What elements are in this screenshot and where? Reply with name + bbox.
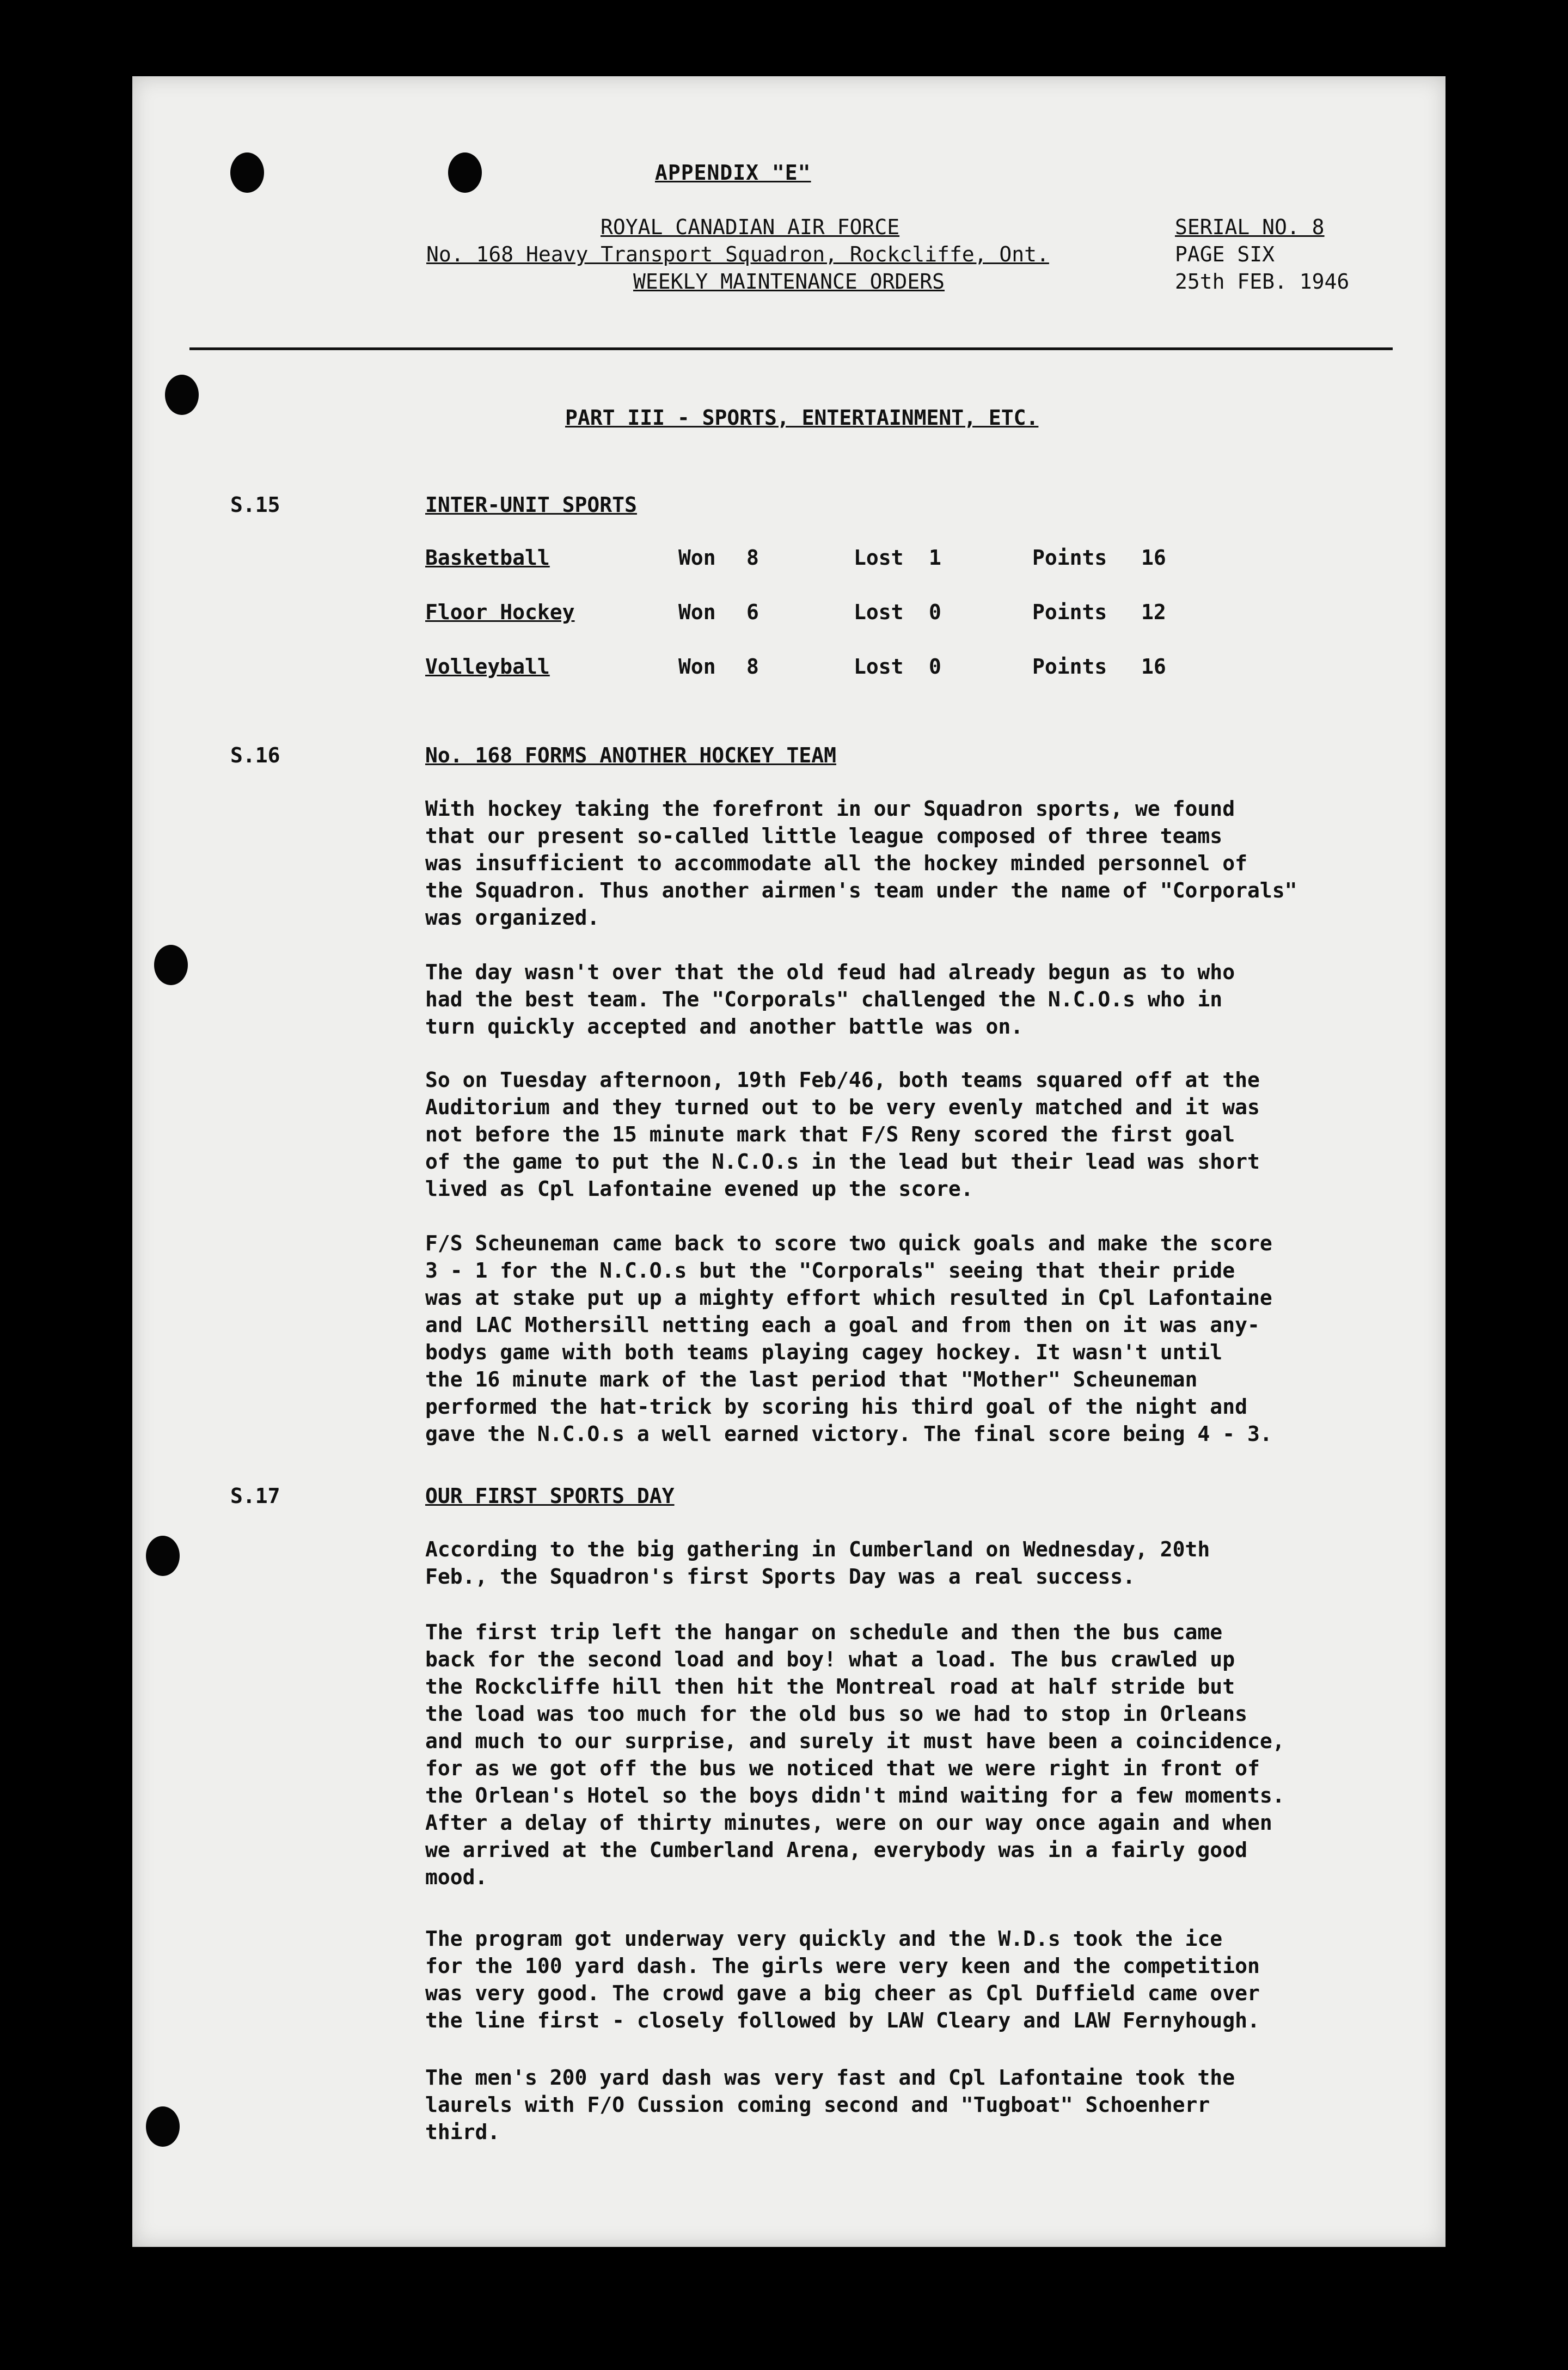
text-line: and LAC Mothersill netting each a goal and from then on it was any- [425, 1313, 1260, 1337]
issue-date: 25th FEB. 1946 [1175, 270, 1350, 294]
squadron-name: No. 168 Heavy Transport Squadron, Rockcliffe, Ont. [426, 242, 1049, 266]
paragraph [425, 1066, 1394, 1202]
points-value: 16 [1141, 655, 1166, 679]
points-value: 12 [1141, 600, 1166, 624]
points-value: 16 [1141, 546, 1166, 570]
text-line: for the 100 yard dash. The girls were very keen and the competition [425, 1954, 1260, 1978]
text-line: The first trip left the hangar on schedule and then the bus came [425, 1620, 1223, 1644]
text-line: for as we got off the bus we noticed that we were right in front of [425, 1756, 1260, 1780]
orders-title: WEEKLY MAINTENANCE ORDERS [633, 270, 945, 294]
text-line: was at stake put up a mighty effort which resulted in Cpl Lafontaine [425, 1286, 1272, 1310]
text-line: the line first - closely followed by LAW Cleary and LAW Fernyhough. [425, 2008, 1260, 2032]
punch-hole [448, 152, 482, 193]
text-line: gave the N.C.O.s a well earned victory. The final score being 4 - 3. [425, 1422, 1272, 1446]
sport-name: Basketball [425, 546, 550, 570]
text-line: The day wasn't over that the old feud had already begun as to who [425, 960, 1235, 984]
text-line: laurels with F/O Cussion coming second and "Tugboat" Schoenherr [425, 2093, 1210, 2117]
text-line: and much to our surprise, and surely it must have been a coincidence, [425, 1729, 1285, 1753]
serial-s17: S.17 [230, 1484, 280, 1508]
won-value: 8 [746, 655, 759, 679]
heading-s16: No. 168 FORMS ANOTHER HOCKEY TEAM [425, 743, 836, 767]
punch-hole [154, 945, 188, 985]
paragraph [425, 958, 1394, 1040]
text-line: we arrived at the Cumberland Arena, everybody was in a fairly good [425, 1838, 1247, 1862]
text-line: was organized. [425, 906, 600, 930]
won-label: Won [678, 655, 716, 679]
text-line: F/S Scheuneman came back to score two quick goals and make the score [425, 1231, 1272, 1255]
text-line: So on Tuesday afternoon, 19th Feb/46, both teams squared off at the [425, 1068, 1260, 1092]
punch-hole [165, 375, 199, 415]
points-label: Points [1032, 600, 1107, 624]
serial-s15: S.15 [230, 493, 280, 517]
punch-hole [146, 1536, 180, 1576]
won-value: 8 [746, 546, 759, 570]
page-number: PAGE SIX [1175, 242, 1275, 266]
punch-hole [146, 2106, 180, 2147]
lost-value: 1 [929, 546, 941, 570]
text-line: the load was too much for the old bus so we had to stop in Orleans [425, 1702, 1247, 1726]
appendix-label: APPENDIX "E" [655, 161, 811, 185]
won-label: Won [678, 546, 716, 570]
text-line: 3 - 1 for the N.C.O.s but the "Corporals" seeing that their pride [425, 1259, 1235, 1282]
paragraph [425, 1230, 1394, 1447]
paragraph [425, 1925, 1394, 2034]
header-divider [189, 347, 1393, 350]
text-line: After a delay of thirty minutes, were on our way once again and when [425, 1811, 1272, 1835]
paragraph [425, 2064, 1394, 2146]
lost-label: Lost [854, 546, 904, 570]
points-label: Points [1032, 546, 1107, 570]
text-line: the Rockcliffe hill then hit the Montreal road at half stride but [425, 1675, 1235, 1699]
text-line: The program got underway very quickly and the W.D.s took the ice [425, 1927, 1223, 1951]
text-line: According to the big gathering in Cumberland on Wednesday, 20th [425, 1537, 1210, 1561]
text-line: third. [425, 2120, 500, 2144]
text-line: that our present so-called little league composed of three teams [425, 824, 1223, 848]
serial-s16: S.16 [230, 743, 280, 767]
text-line: the Orlean's Hotel so the boys didn't mind waiting for a few moments. [425, 1783, 1285, 1807]
text-line: the 16 minute mark of the last period that "Mother" Scheuneman [425, 1367, 1198, 1391]
text-line: The men's 200 yard dash was very fast and Cpl Lafontaine took the [425, 2066, 1235, 2090]
text-line: Feb., the Squadron's first Sports Day was a real success. [425, 1565, 1136, 1589]
org-name: ROYAL CANADIAN AIR FORCE [601, 215, 900, 239]
serial-number: SERIAL NO. 8 [1175, 215, 1325, 239]
paragraph [425, 1536, 1394, 1590]
sport-name: Floor Hockey [425, 600, 575, 624]
lost-value: 0 [929, 655, 941, 679]
text-line: Auditorium and they turned out to be very evenly matched and it was [425, 1095, 1260, 1119]
text-line: of the game to put the N.C.O.s in the lead but their lead was short [425, 1150, 1260, 1174]
part-title: PART III - SPORTS, ENTERTAINMENT, ETC. [565, 406, 1039, 430]
won-value: 6 [746, 600, 759, 624]
text-line: not before the 15 minute mark that F/S Reny scored the first goal [425, 1122, 1235, 1146]
text-line: performed the hat-trick by scoring his third goal of the night and [425, 1395, 1247, 1419]
text-line: lived as Cpl Lafontaine evened up the score. [425, 1177, 973, 1201]
lost-label: Lost [854, 600, 904, 624]
text-line: the Squadron. Thus another airmen's team under the name of "Corporals" [425, 878, 1297, 902]
heading-s17: OUR FIRST SPORTS DAY [425, 1484, 675, 1508]
sport-name: Volleyball [425, 655, 550, 679]
points-label: Points [1032, 655, 1107, 679]
won-label: Won [678, 600, 716, 624]
document-page [132, 76, 1445, 2247]
heading-s15: INTER-UNIT SPORTS [425, 493, 637, 517]
text-line: back for the second load and boy! what a load. The bus crawled up [425, 1647, 1235, 1671]
text-line: bodys game with both teams playing cagey hockey. It wasn't until [425, 1340, 1223, 1364]
text-line: With hockey taking the forefront in our Squadron sports, we found [425, 797, 1235, 821]
text-line: had the best team. The "Corporals" challenged the N.C.O.s who in [425, 987, 1223, 1011]
text-line: mood. [425, 1865, 488, 1889]
paragraph [425, 795, 1394, 931]
punch-hole [230, 152, 264, 193]
lost-label: Lost [854, 655, 904, 679]
text-line: was very good. The crowd gave a big cheer as Cpl Duffield came over [425, 1981, 1260, 2005]
text-line: turn quickly accepted and another battle was on. [425, 1015, 1024, 1039]
lost-value: 0 [929, 600, 941, 624]
paragraph [425, 1618, 1394, 1891]
text-line: was insufficient to accommodate all the hockey minded personnel of [425, 851, 1247, 875]
